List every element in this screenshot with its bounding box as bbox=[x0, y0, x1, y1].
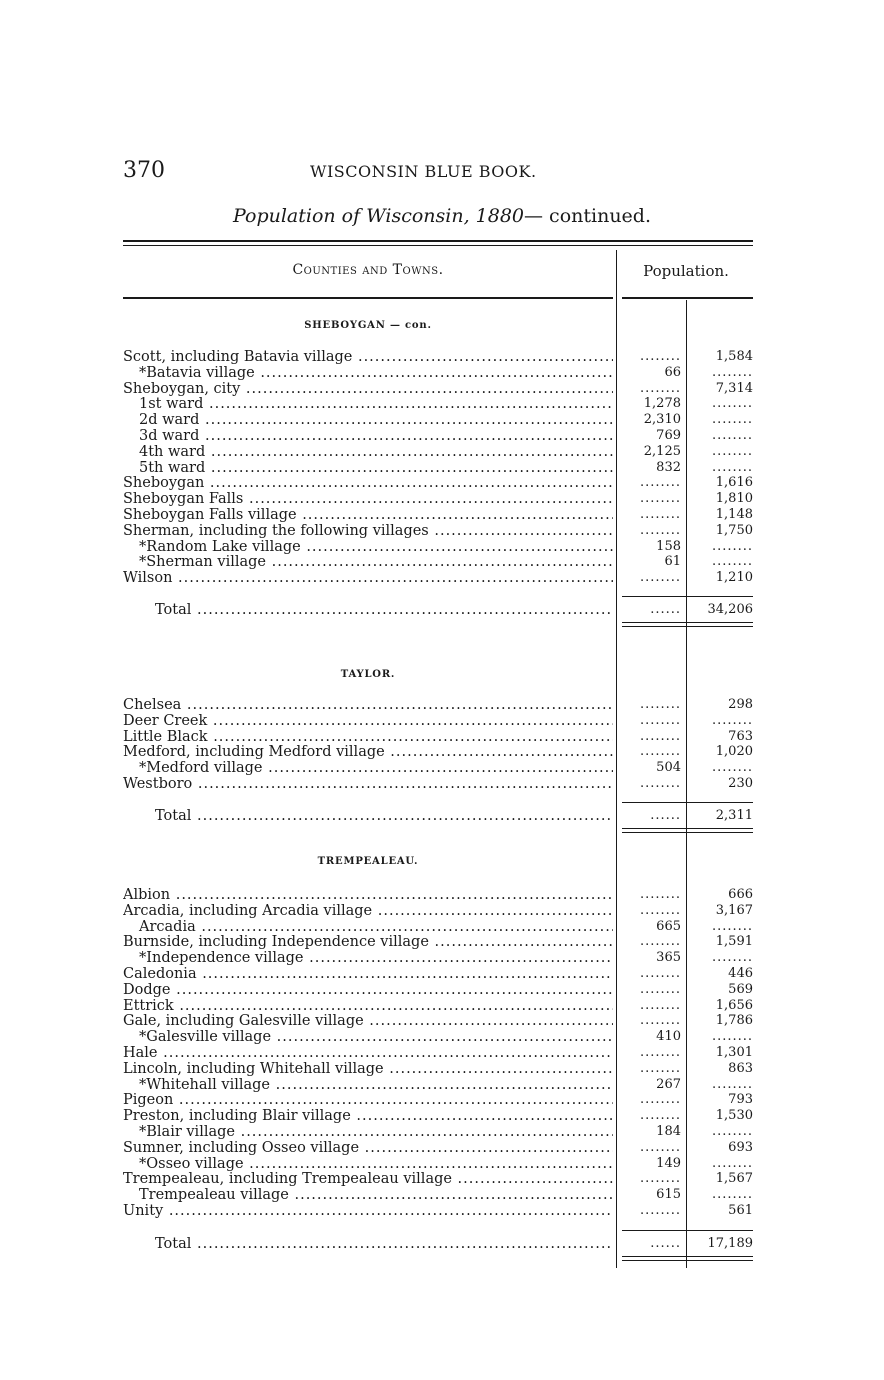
town-name: Sheboygan Falls village ..... bbox=[123, 507, 613, 523]
table-row bbox=[123, 950, 753, 966]
village-population: 615 bbox=[656, 1187, 681, 1203]
village-population: ........ bbox=[639, 1203, 681, 1218]
town-population: ........ bbox=[711, 428, 753, 443]
town-population: 1,591 bbox=[715, 934, 753, 950]
subtotal-rule bbox=[622, 596, 753, 597]
town-population: 1,786 bbox=[715, 1013, 753, 1029]
total-double-rule bbox=[622, 1256, 753, 1257]
village-population: ........ bbox=[639, 981, 681, 997]
town-population: 1,020 bbox=[715, 744, 753, 760]
town-population: ........ bbox=[711, 538, 753, 554]
town-name: 2d ward ..... bbox=[123, 412, 613, 428]
town-population: 1,301 bbox=[715, 1045, 753, 1060]
table-row bbox=[123, 523, 753, 539]
village-population: ........ bbox=[639, 934, 681, 950]
table-row bbox=[123, 570, 753, 586]
table-row bbox=[123, 507, 753, 523]
town-population: ........ bbox=[711, 712, 753, 728]
town-name: *Independence village ..... bbox=[123, 950, 613, 966]
column-header-towns: Counties and Towns. bbox=[292, 262, 444, 278]
village-population: ........ bbox=[639, 1108, 681, 1124]
village-population: ........ bbox=[639, 744, 681, 760]
town-name: Trempealeau, including Trempealeau village ..... bbox=[123, 1171, 613, 1187]
village-population: ........ bbox=[639, 1171, 681, 1187]
town-population: 763 bbox=[728, 728, 753, 744]
table-row bbox=[123, 919, 753, 935]
table-row bbox=[123, 744, 753, 760]
town-name: *Galesville village ..... bbox=[123, 1029, 613, 1045]
town-name: Caledonia ..... bbox=[123, 966, 613, 982]
total-village-column: ...... bbox=[650, 808, 681, 823]
town-name: Albion ..... bbox=[123, 887, 613, 903]
table-row bbox=[123, 697, 753, 713]
table-row bbox=[123, 1092, 753, 1108]
town-population: 3,167 bbox=[715, 902, 753, 918]
town-population: 7,314 bbox=[715, 380, 753, 396]
village-population: ........ bbox=[639, 475, 681, 491]
town-population: 1,530 bbox=[715, 1108, 753, 1124]
village-population: 769 bbox=[656, 428, 681, 443]
village-population: ........ bbox=[639, 522, 681, 538]
total-label: Total ..... bbox=[123, 808, 613, 824]
table-row bbox=[123, 444, 753, 460]
village-population: ........ bbox=[639, 697, 681, 712]
total-value: 34,206 bbox=[707, 602, 753, 617]
town-name: *Whitehall village ..... bbox=[123, 1077, 613, 1093]
subtotal-rule bbox=[622, 1230, 753, 1231]
total-double-rule bbox=[622, 622, 753, 623]
village-population: ........ bbox=[639, 1013, 681, 1029]
table-row bbox=[123, 776, 753, 792]
table-row bbox=[123, 539, 753, 555]
total-row bbox=[123, 808, 753, 824]
table-row bbox=[123, 1187, 753, 1203]
town-name: Sheboygan Falls ..... bbox=[123, 491, 613, 507]
table-row bbox=[123, 554, 753, 570]
town-name: Medford, including Medford village ..... bbox=[123, 744, 613, 760]
village-population: 184 bbox=[656, 1124, 681, 1139]
town-population: ........ bbox=[711, 1187, 753, 1203]
town-name: Deer Creek ..... bbox=[123, 713, 613, 729]
town-population: 1,148 bbox=[715, 507, 753, 522]
table-row bbox=[123, 713, 753, 729]
top-rule-thin bbox=[123, 245, 753, 246]
town-population: ........ bbox=[711, 760, 753, 776]
subtotal-rule bbox=[622, 802, 753, 803]
town-name: 1st ward ..... bbox=[123, 396, 613, 412]
town-name: Unity ..... bbox=[123, 1203, 613, 1219]
top-rule-thick bbox=[123, 240, 753, 242]
town-name: Sherman, including the following villages ..... bbox=[123, 523, 613, 539]
town-population: 569 bbox=[728, 981, 753, 997]
table-row bbox=[123, 1203, 753, 1219]
town-name: Burnside, including Independence village ..... bbox=[123, 934, 613, 950]
total-label: Total ..... bbox=[123, 1236, 613, 1252]
village-population: 61 bbox=[664, 554, 681, 570]
table-row bbox=[123, 1045, 753, 1061]
town-population: 1,810 bbox=[715, 491, 753, 507]
village-population: ........ bbox=[639, 776, 681, 791]
village-population: 504 bbox=[656, 760, 681, 776]
village-population: 66 bbox=[664, 364, 681, 380]
town-name: 5th ward ..... bbox=[123, 460, 613, 476]
town-population: ........ bbox=[711, 1076, 753, 1092]
town-population: ........ bbox=[711, 1124, 753, 1139]
town-name: Wilson ..... bbox=[123, 570, 613, 586]
village-population: ........ bbox=[639, 1139, 681, 1155]
town-name: Preston, including Blair village ..... bbox=[123, 1108, 613, 1124]
town-name: Arcadia ..... bbox=[123, 919, 613, 935]
total-double-rule bbox=[622, 626, 753, 627]
table-row bbox=[123, 365, 753, 381]
town-population: ........ bbox=[711, 554, 753, 570]
town-name: Arcadia, including Arcadia village ..... bbox=[123, 903, 613, 919]
table-row bbox=[123, 1108, 753, 1124]
town-name: *Osseo village ..... bbox=[123, 1156, 613, 1172]
table-row bbox=[123, 1156, 753, 1172]
section-heading: TAYLOR. bbox=[340, 669, 396, 680]
town-population: ........ bbox=[711, 950, 753, 966]
town-name: *Blair village ..... bbox=[123, 1124, 613, 1140]
village-population: 149 bbox=[656, 1155, 681, 1171]
total-double-rule bbox=[622, 832, 753, 833]
town-name: Hale ..... bbox=[123, 1045, 613, 1061]
town-population: 666 bbox=[728, 887, 753, 902]
town-name: Dodge ..... bbox=[123, 982, 613, 998]
village-population: ........ bbox=[639, 507, 681, 522]
village-population: ........ bbox=[639, 1045, 681, 1060]
table-row bbox=[123, 475, 753, 491]
table-row bbox=[123, 887, 753, 903]
table-row bbox=[123, 982, 753, 998]
total-village-column: ...... bbox=[650, 1236, 681, 1251]
total-label: Total ..... bbox=[123, 602, 613, 618]
table-row bbox=[123, 729, 753, 745]
page-number: 370 bbox=[123, 158, 165, 183]
village-population: 832 bbox=[656, 459, 681, 475]
village-population: 365 bbox=[656, 950, 681, 966]
town-population: 446 bbox=[728, 966, 753, 981]
town-population: 863 bbox=[728, 1060, 753, 1076]
table-row bbox=[123, 1140, 753, 1156]
town-name: Little Black ..... bbox=[123, 729, 613, 745]
town-name: *Sherman village ..... bbox=[123, 554, 613, 570]
town-population: 1,616 bbox=[715, 475, 753, 491]
table-row bbox=[123, 1077, 753, 1093]
table-title-rest: — continued. bbox=[524, 205, 652, 227]
section-heading: SHEBOYGAN — con. bbox=[304, 320, 432, 331]
table-title-italic: Population of Wisconsin, 1880 bbox=[232, 205, 525, 227]
village-population: ........ bbox=[639, 1092, 681, 1108]
town-population: 1,584 bbox=[715, 349, 753, 364]
town-population: ........ bbox=[711, 1155, 753, 1171]
table-row bbox=[123, 396, 753, 412]
village-population: ........ bbox=[639, 380, 681, 396]
table-row bbox=[123, 491, 753, 507]
table-row bbox=[123, 460, 753, 476]
village-population: 267 bbox=[656, 1076, 681, 1092]
total-village-column: ...... bbox=[650, 602, 681, 617]
header-rule-right bbox=[622, 297, 753, 299]
table-row bbox=[123, 760, 753, 776]
table-row bbox=[123, 998, 753, 1014]
book-title: WISCONSIN BLUE BOOK. bbox=[310, 162, 537, 181]
town-name: 3d ward ..... bbox=[123, 428, 613, 444]
header-rule-left bbox=[123, 297, 613, 299]
town-name: Chelsea ..... bbox=[123, 697, 613, 713]
total-row bbox=[123, 1236, 753, 1252]
town-population: 230 bbox=[728, 776, 753, 791]
village-population: ........ bbox=[639, 997, 681, 1013]
village-population: ........ bbox=[639, 887, 681, 902]
village-population: ........ bbox=[639, 902, 681, 918]
town-name: 4th ward ..... bbox=[123, 444, 613, 460]
village-population: ........ bbox=[639, 570, 681, 586]
town-population: 693 bbox=[728, 1139, 753, 1155]
town-population: ........ bbox=[711, 412, 753, 428]
town-population: 298 bbox=[728, 697, 753, 712]
section-heading: TREMPEALEAU. bbox=[317, 856, 419, 867]
town-name: Westboro ..... bbox=[123, 776, 613, 792]
table-row bbox=[123, 428, 753, 444]
village-population: ........ bbox=[639, 349, 681, 364]
town-name: Sheboygan, city ..... bbox=[123, 381, 613, 397]
village-population: 158 bbox=[656, 538, 681, 554]
town-population: ........ bbox=[711, 364, 753, 380]
table-row bbox=[123, 381, 753, 397]
table-row bbox=[123, 1013, 753, 1029]
town-name: Gale, including Galesville village ..... bbox=[123, 1013, 613, 1029]
town-population: ........ bbox=[711, 443, 753, 459]
total-double-rule bbox=[622, 1260, 753, 1261]
village-population: 665 bbox=[656, 918, 681, 934]
village-population: ........ bbox=[639, 1060, 681, 1076]
table-title bbox=[0, 205, 884, 227]
town-population: ........ bbox=[711, 1029, 753, 1045]
column-header-population: Population. bbox=[643, 262, 729, 280]
town-population: 1,210 bbox=[715, 570, 753, 586]
village-population: ........ bbox=[639, 966, 681, 981]
town-name: Sumner, including Osseo village ..... bbox=[123, 1140, 613, 1156]
town-name: Scott, including Batavia village ..... bbox=[123, 349, 613, 365]
town-population: 1,656 bbox=[715, 997, 753, 1013]
town-name: *Medford village ..... bbox=[123, 760, 613, 776]
town-name: *Random Lake village ..... bbox=[123, 539, 613, 555]
town-population: 561 bbox=[728, 1203, 753, 1218]
town-population: 1,567 bbox=[715, 1171, 753, 1187]
town-population: 793 bbox=[728, 1092, 753, 1108]
table-row bbox=[123, 966, 753, 982]
town-population: ........ bbox=[711, 459, 753, 475]
table-row bbox=[123, 903, 753, 919]
table-row bbox=[123, 934, 753, 950]
table-row bbox=[123, 349, 753, 365]
town-name: Sheboygan ..... bbox=[123, 475, 613, 491]
village-population: 1,278 bbox=[643, 396, 681, 412]
village-population: 2,310 bbox=[643, 412, 681, 428]
total-value: 17,189 bbox=[707, 1236, 753, 1251]
table-row bbox=[123, 412, 753, 428]
table-row bbox=[123, 1029, 753, 1045]
village-population: ........ bbox=[639, 728, 681, 744]
town-population: ........ bbox=[711, 918, 753, 934]
village-population: ........ bbox=[639, 491, 681, 507]
town-name: *Batavia village ..... bbox=[123, 365, 613, 381]
total-row bbox=[123, 602, 753, 618]
town-name: Trempealeau village ..... bbox=[123, 1187, 613, 1203]
village-population: 2,125 bbox=[643, 443, 681, 459]
total-double-rule bbox=[622, 828, 753, 829]
table-row bbox=[123, 1124, 753, 1140]
town-name: Ettrick ..... bbox=[123, 998, 613, 1014]
town-name: Lincoln, including Whitehall village ..... bbox=[123, 1061, 613, 1077]
town-population: 1,750 bbox=[715, 522, 753, 538]
total-value: 2,311 bbox=[715, 808, 753, 823]
town-name: Pigeon ..... bbox=[123, 1092, 613, 1108]
table-row bbox=[123, 1171, 753, 1187]
village-population: ........ bbox=[639, 712, 681, 728]
town-population: ........ bbox=[711, 396, 753, 412]
table-row bbox=[123, 1061, 753, 1077]
village-population: 410 bbox=[656, 1029, 681, 1045]
